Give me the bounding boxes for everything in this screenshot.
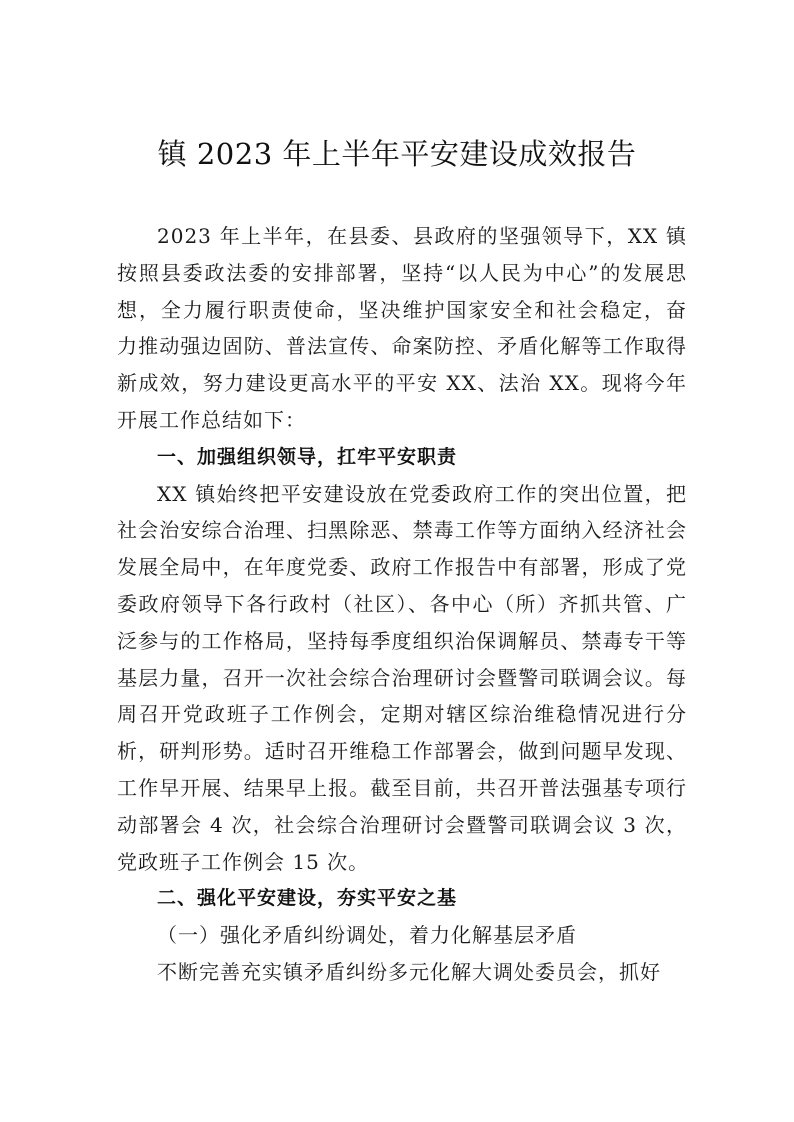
document-body [117, 218, 687, 991]
section-2-heading: 二、强化平安建设，夯实平安之基 [157, 887, 458, 910]
document-title: 镇 2023 年上半年平安建设成效报告 [157, 137, 637, 171]
section-2-paragraph: 不断完善充实镇矛盾纠纷多元化解大调处委员会，抓好 [157, 959, 661, 984]
section-2-subheading: （一）强化矛盾纠纷调处，着力化解基层矛盾 [157, 923, 577, 948]
section-1-paragraph: XX 镇始终把平安建设放在党委政府工作的突出位置，把社会治安综合治理、扫黑除恶、禁毒工作等方面纳入经济社会发展全局中，在年度党委、政府工作报告中有部署，形成了党委政府领导下各行政村（社区）、各中心（所）齐抓共管、广泛参与的工作格局，坚持每季度组织治保调解员、禁毒专干等基层力量，召开一次社会综合治理研讨会暨警司联调会议。每周召开党政班子工作例会，定期对辖区综治维稳情况进行分析，研判形势。适时召开维稳工作部署会，做到问题早发现、工作早开展、结果早上报。截至目前，共召开普法强基专项行动部署会 4 次，社会综合治理研讨会暨警司联调会议 3 次，党政班子工作例会 15 次。 [117, 481, 687, 874]
section-1-heading: 一、加强组织领导，扛牢平安职责 [157, 445, 458, 468]
intro-paragraph: 2023 年上半年，在县委、县政府的坚强领导下，XX 镇按照县委政法委的安排部署，坚持“以人民为中心”的发展思想，全力履行职责使命，坚决维护国家安全和社会稳定，奋 力推动强边固防、普法宣传、命案防控、矛盾化解等工作取得新成效，努力建设更高水平的平安 XX、法治 XX。现将今年开展工作总结如下： [117, 224, 687, 432]
